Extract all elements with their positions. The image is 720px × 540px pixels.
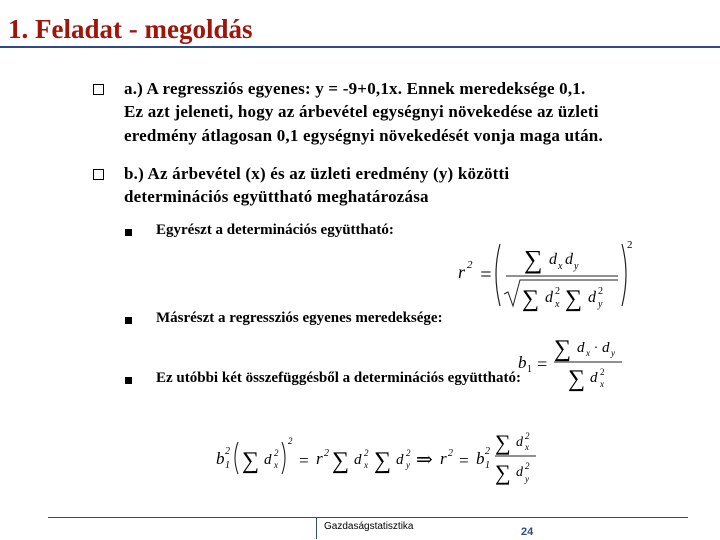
svg-text:2: 2: [600, 367, 605, 377]
svg-text:x: x: [586, 348, 590, 358]
svg-text:∑: ∑: [374, 448, 392, 474]
svg-text:x: x: [555, 299, 560, 310]
formula-determination-coefficient: [452, 234, 642, 319]
svg-text:d: d: [588, 289, 596, 306]
title-rule: [0, 46, 720, 48]
svg-text:2: 2: [274, 448, 279, 458]
formula-combined: [212, 428, 572, 495]
svg-text:y: y: [406, 460, 410, 470]
svg-text:∑: ∑: [524, 245, 543, 274]
svg-text:⇒: ⇒: [416, 449, 433, 471]
sub-item-2: Másrészt a regressziós egyenes meredeksége:: [156, 310, 443, 326]
svg-text:1: 1: [527, 364, 532, 375]
svg-text:x: x: [600, 379, 604, 389]
svg-text:∑: ∑: [242, 448, 260, 474]
svg-text:2: 2: [406, 448, 411, 458]
svg-text:d: d: [354, 452, 362, 468]
svg-text:2: 2: [324, 448, 329, 459]
footer-label: Gazdaságstatisztika: [324, 521, 414, 532]
bullet-marker-b: [93, 169, 104, 180]
svg-text:y: y: [611, 348, 615, 358]
sub-item-3: Ez utóbbi két összefüggésből a determinációs együttható:: [156, 370, 521, 386]
svg-text:∑: ∑: [565, 286, 583, 312]
svg-text:y: y: [574, 261, 579, 272]
svg-text:d: d: [590, 370, 598, 386]
svg-text:2: 2: [288, 436, 293, 446]
svg-text:2: 2: [225, 446, 230, 457]
svg-text:2: 2: [525, 461, 530, 471]
svg-text:2: 2: [485, 446, 490, 457]
svg-text:=: =: [479, 264, 493, 286]
svg-text:d: d: [577, 340, 585, 356]
svg-text:d: d: [516, 435, 523, 450]
svg-text:b: b: [216, 449, 225, 468]
formula-regression-slope: [514, 332, 634, 399]
formula-3-graphic: [212, 428, 572, 490]
bullet-b-line-2: determinációs együttható meghatározása: [124, 187, 429, 206]
svg-text:1: 1: [225, 460, 230, 471]
svg-text:x: x: [274, 460, 278, 470]
svg-text:x: x: [525, 442, 529, 452]
page-number: 24: [521, 526, 534, 538]
svg-text:d: d: [565, 251, 573, 268]
svg-text:2: 2: [467, 259, 473, 271]
formula-1-graphic: [452, 234, 642, 314]
sub-bullet-marker-1: [125, 229, 132, 236]
svg-text:2: 2: [627, 239, 633, 251]
svg-text:∑: ∑: [495, 460, 511, 485]
svg-text:r: r: [440, 449, 447, 468]
svg-text:r: r: [458, 262, 466, 282]
svg-text:∑: ∑: [522, 286, 540, 312]
svg-text:2: 2: [525, 431, 530, 441]
svg-text:d: d: [516, 465, 523, 480]
svg-text:r: r: [316, 449, 323, 468]
footer-divider: [316, 517, 317, 539]
svg-text:d: d: [602, 340, 610, 356]
bullet-a-line-3: eredmény átlagosan 0,1 egységnyi növekedését vonja maga után.: [124, 126, 603, 145]
footer-rule: [48, 517, 688, 518]
svg-text:x: x: [364, 460, 368, 470]
svg-text:∑: ∑: [554, 336, 572, 362]
slide-title: 1. Feladat - megoldás: [8, 14, 253, 44]
svg-text:d: d: [396, 452, 404, 468]
svg-text:=: =: [458, 451, 470, 470]
bullet-a-line-1: a.) A regressziós egyenes: y = -9+0,1x. Ennek meredeksége 0,1.: [124, 79, 586, 98]
svg-text:∑: ∑: [495, 430, 511, 455]
sub-item-1: Egyrészt a determinációs együttható:: [156, 222, 394, 238]
svg-text:1: 1: [485, 460, 490, 471]
svg-text:b: b: [476, 449, 485, 468]
svg-text:y: y: [598, 299, 603, 310]
bullet-a-line-2: Ez azt jeleneti, hogy az árbevétel egységnyi növekedése az üzleti: [124, 102, 599, 121]
svg-text:d: d: [264, 452, 272, 468]
svg-text:2: 2: [448, 448, 453, 459]
bullet-b-line-1: b.) Az árbevétel (x) és az üzleti eredmény (y) közötti: [124, 164, 510, 183]
svg-text:·: ·: [594, 341, 598, 356]
svg-text:2: 2: [598, 286, 603, 297]
svg-text:∑: ∑: [332, 448, 350, 474]
svg-text:=: =: [536, 354, 549, 374]
svg-text:2: 2: [555, 286, 560, 297]
svg-text:∑: ∑: [568, 366, 586, 392]
bullet-marker-a: [93, 84, 104, 95]
svg-text:d: d: [545, 289, 553, 306]
svg-text:x: x: [558, 261, 563, 272]
svg-text:y: y: [525, 474, 529, 484]
formula-2-graphic: [514, 332, 634, 394]
sub-bullet-marker-3: [125, 377, 132, 384]
svg-text:b: b: [518, 353, 527, 372]
svg-text:d: d: [549, 251, 557, 268]
sub-bullet-marker-2: [125, 317, 132, 324]
svg-text:2: 2: [364, 448, 369, 458]
svg-text:=: =: [298, 451, 310, 470]
